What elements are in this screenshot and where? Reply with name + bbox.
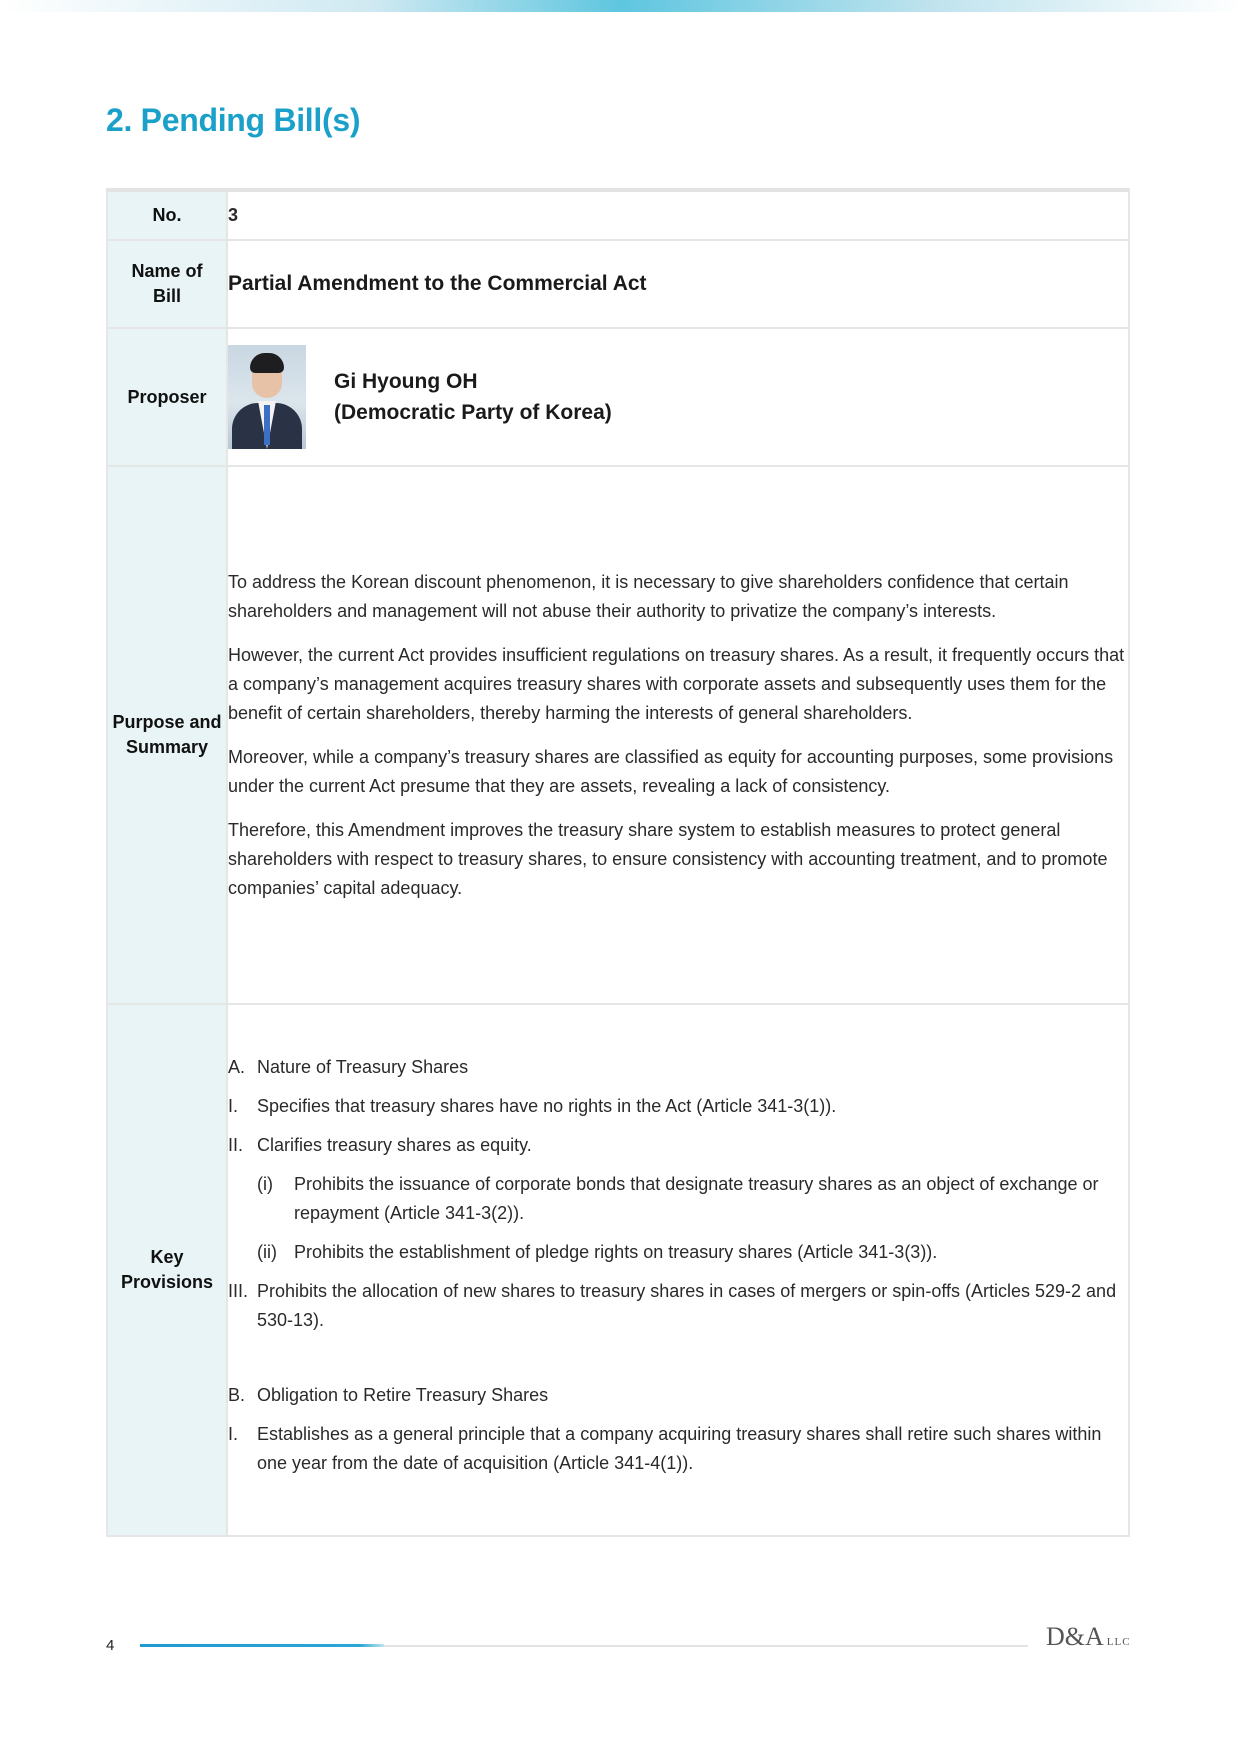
- provision-item: [228, 1277, 1128, 1335]
- label-line: Purpose and: [112, 712, 222, 732]
- top-gradient-band: [0, 0, 1241, 12]
- provision-subitem: [257, 1170, 1128, 1228]
- row-name-of-bill: [107, 240, 1129, 328]
- label-proposer: Proposer: [107, 328, 227, 466]
- provision-marker: A.: [228, 1056, 246, 1077]
- label-line: Name of: [131, 261, 203, 281]
- proposer-party: (Democratic Party of Korea): [334, 401, 612, 424]
- proposer-name: Gi Hyoung OH: [334, 370, 478, 393]
- purpose-paragraph: Moreover, while a company’s treasury shares are classified as equity for accounting purposes, some provisions under the current Act presume that they are assets, revealing a lack of consistency.: [228, 746, 1114, 796]
- provision-text: Nature of Treasury Shares: [257, 1056, 469, 1077]
- provision-text: Prohibits the establishment of pledge rights on treasury shares (Article 341-3(3)).: [294, 1241, 938, 1262]
- section-title: 2. Pending Bill(s): [106, 102, 361, 138]
- provision-marker: I.: [228, 1423, 239, 1444]
- provision-marker: III.: [228, 1280, 249, 1301]
- purpose-paragraph: To address the Korean discount phenomenon, it is necessary to give shareholders confidence that certain shareholders and management will not abuse their authority to privatize the company’s interests.: [228, 571, 1069, 621]
- firm-logo: [1046, 1622, 1131, 1652]
- provision-text: Clarifies treasury shares as equity.: [257, 1134, 532, 1155]
- provision-marker: I.: [228, 1095, 239, 1116]
- provision-text: Specifies that treasury shares have no rights in the Act (Article 341-3(1)).: [257, 1095, 837, 1116]
- provision-item: [228, 1420, 1128, 1478]
- label-key-provisions: [107, 1004, 227, 1536]
- provision-marker: II.: [228, 1134, 244, 1155]
- label-no: No.: [107, 190, 227, 240]
- label-purpose-and-summary: [107, 466, 227, 1004]
- label-line: Summary: [125, 737, 209, 757]
- row-no: [107, 190, 1129, 240]
- provision-text: Establishes as a general principle that a company acquiring treasury shares shall retire such shares within one year from the date of acquisition (Article 341-4(1)).: [257, 1423, 1102, 1473]
- provision-item: [228, 1381, 1128, 1410]
- provision-subitem: [257, 1238, 1128, 1267]
- proposer-text: [334, 366, 612, 428]
- provision-item: [228, 1131, 1128, 1160]
- purpose-cell: [227, 466, 1129, 1004]
- proposer-photo: [228, 345, 306, 449]
- logo-main: D&A: [1046, 1622, 1104, 1651]
- bill-name: Partial Amendment to the Commercial Act: [228, 272, 647, 295]
- proposer-info: [228, 345, 1128, 449]
- key-provisions-cell: [227, 1004, 1129, 1536]
- label-line: Provisions: [120, 1272, 214, 1292]
- page-number: 4: [106, 1637, 115, 1654]
- provision-marker: (i): [257, 1173, 273, 1194]
- provision-text: Prohibits the issuance of corporate bonds that designate treasury shares as an object of exchange or repayment (Article 341-3(2)).: [294, 1173, 1099, 1223]
- row-proposer: [107, 328, 1129, 466]
- provision-marker: (ii): [257, 1241, 277, 1262]
- bill-table: [106, 188, 1130, 1537]
- provision-item: [228, 1092, 1128, 1121]
- label-line: Bill: [152, 286, 181, 306]
- footer-accent-bar: [140, 1644, 384, 1647]
- bill-name-cell: [227, 240, 1129, 328]
- purpose-paragraph: However, the current Act provides insufficient regulations on treasury shares. As a result, it frequently occurs that a company’s management acquires treasury shares with corporate assets and subsequently uses them for the benefit of certain shareholders, thereby harming the interests of general shareholders.: [228, 644, 1125, 723]
- provision-item: [228, 1053, 1128, 1082]
- provision-marker: B.: [228, 1384, 246, 1405]
- row-purpose-and-summary: [107, 466, 1129, 1004]
- bill-number: 3: [227, 190, 1129, 240]
- row-key-provisions: [107, 1004, 1129, 1536]
- label-line: Key: [150, 1247, 184, 1267]
- provision-text: Obligation to Retire Treasury Shares: [257, 1384, 549, 1405]
- provision-text: Prohibits the allocation of new shares to treasury shares in cases of mergers or spin-offs (Articles 529-2 and 530-13).: [257, 1280, 1117, 1330]
- purpose-paragraph: Therefore, this Amendment improves the treasury share system to establish measures to protect general shareholders with respect to treasury shares, to ensure consistency with accounting treatment, and to promote companies’ capital adequacy.: [228, 819, 1108, 898]
- logo-suffix: LLC: [1106, 1636, 1131, 1648]
- label-name-of-bill: [107, 240, 227, 328]
- proposer-cell: [227, 328, 1129, 466]
